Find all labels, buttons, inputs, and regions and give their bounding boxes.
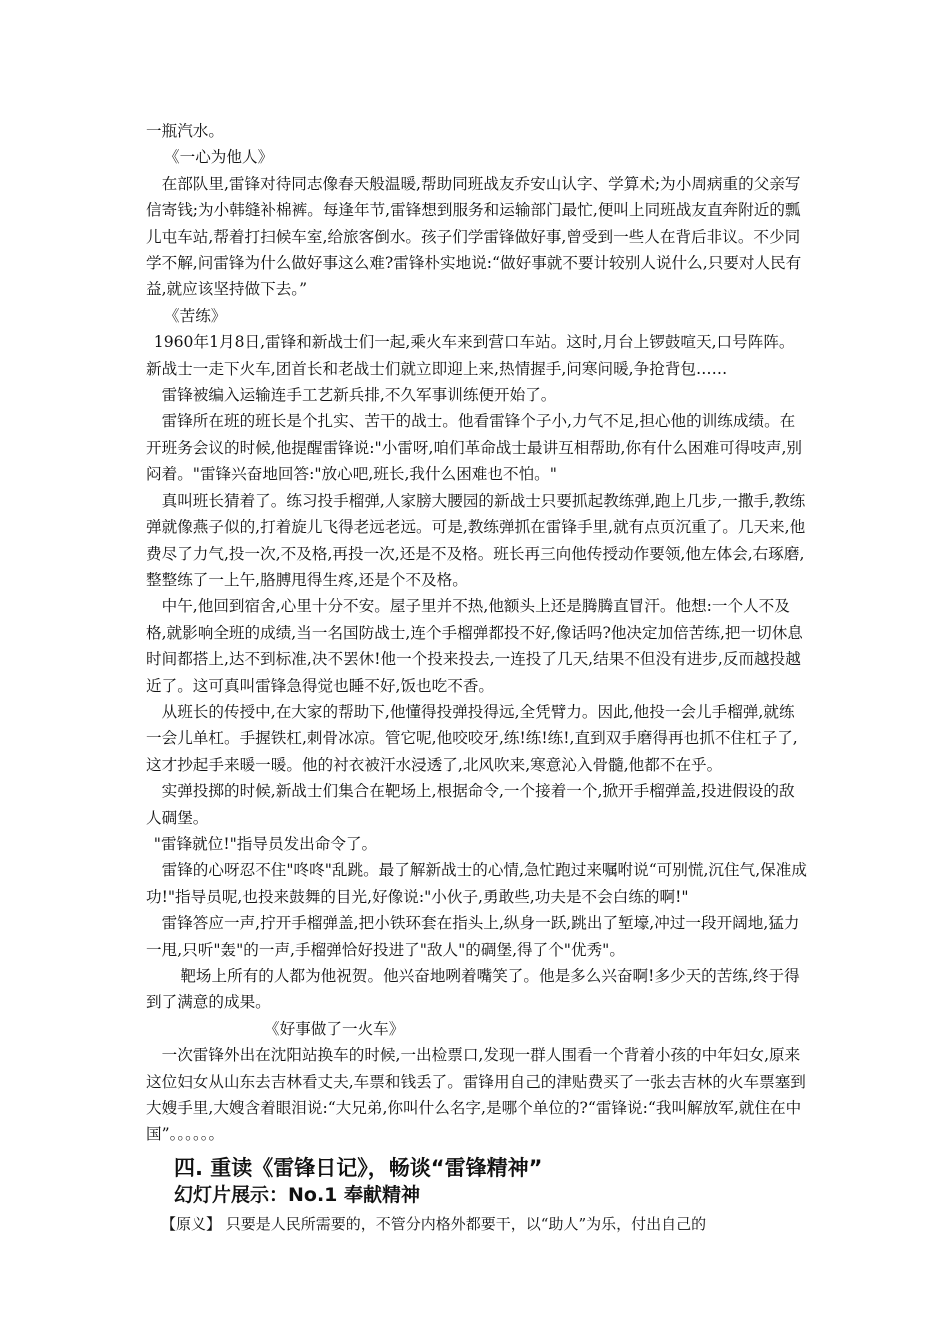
paragraph: 雷锋所在班的班长是个扎实、苦干的战士。他看雷锋个子小,力气不足,担心他的训练成绩。在开班务会议的时候,他提醒雷锋说:"小雷呀,咱们革命战士最讲互相帮助,你有什么困难可得吱声,别闷着。"雷锋兴奋地回答:"放心吧,班长,我什么困难也不怕。" [146,412,803,484]
paragraph: 中午,他回到宿舍,心里十分不安。屋子里并不热,他额头上还是腾腾直冒汗。他想:一个人不及格,就影响全班的成绩,当一名国防战士,连个手榴弹都投不好,像话吗?他决定加倍苦练,把一切休息时间都搭上,达不到标准,决不罢休!他一个投来投去,一连投了几天,结果不但没有进步,反而越投越近了。这可真叫雷锋急得觉也睡不好,饭也吃不香。 [146,597,803,695]
paragraph: 雷锋的心呀忍不住"咚咚"乱跳。最了解新战士的心情,急忙跑过来嘱咐说“可别慌,沉住气,保准成功!"指导员呢,也投来鼓舞的目光,好像说:"小伙子,勇敢些,功夫是不会白练的啊!" [146,861,807,906]
paragraph: 从班长的传授中,在大家的帮助下,他懂得投弹投得远,全凭臂力。因此,他投一会儿手榴弹,就练一会儿单杠。手握铁杠,刺骨冰凉。管它呢,他咬咬牙,练!练!练!,直到双手磨得再也抓不住杠子了,这才抄起手来暖一暖。他的衬衣被汗水浸透了,北风吹来,寒意沁入骨髓,他都不在乎。 [146,702,798,774]
paragraph: 实弹投掷的时候,新战士们集合在靶场上,根据命令,一个接着一个,掀开手榴弹盖,投进假设的敌人碉堡。 [146,782,795,827]
paragraph: 真叫班长猜着了。练习投手榴弹,人家膀大腰园的新战士只要抓起教练弹,跑上几步,一撒手,教练弹就像燕子似的,打着旋儿飞得老远老远。可是,教练弹抓在雷锋手里,就有点页沉重了。几天来,他费尽了力气,投一次,不及格,再投一次,还是不及格。班长再三向他传授动作要领,他左体会,右琢磨,整整练了一上午,胳膊甩得生疼,还是个不及格。 [146,491,806,589]
document-body [146,118,810,1236]
paragraph: "雷锋就位!"指导员发出命令了。 [153,834,378,853]
paragraph: 靶场上所有的人都为他祝贺。他兴奋地咧着嘴笑了。他是多么兴奋啊!多少天的苦练,终于得到了满意的成果。 [146,967,800,1012]
original-meaning-text: 【原义】 只要是人民所需要的，不管分内格外都要干，以“助人”为乐，付出自己的 [161,1214,707,1233]
paragraph: 一瓶汽水。 [146,122,224,140]
section-heading: 四. 重读《雷锋日记》，畅谈“雷锋精神” [174,1155,543,1180]
section-title-yixin: 《一心为他人》 [164,148,274,167]
paragraph: 在部队里,雷锋对待同志像春天般温暖,帮助同班战友乔安山认字、学算术;为小周病重的父亲写信寄钱;为小韩缝补棉裤。每逢年节,雷锋想到服务和运输部门最忙,便叫上同班战友直奔附近的瓢儿屯车站,帮着打扫候车室,给旅客倒水。孩子们学雷锋做好事,曾受到一些人在背后非议。不少同学不解,问雷锋为什么做好事这么难?雷锋朴实地说:“做好事就不要计较别人说什么,只要对人民有益,就应该坚持做下去。” [146,174,802,299]
paragraph: 一次雷锋外出在沈阳站换车的时候,一出检票口,发现一群人围看一个背着小孩的中年妇女,原来这位妇女从山东去吉林看丈夫,车票和钱丢了。雷锋用自己的津贴费买了一张去吉林的火车票塞到大嫂手里,大嫂含着眼泪说:“大兄弟,你叫什么名字,是哪个单位的?“雷锋说:“我叫解放军,就住在中国”。。。。。。 [146,1046,806,1144]
paragraph: 雷锋被编入运输连手工艺新兵排,不久军事训练便开始了。 [161,386,557,405]
paragraph: 雷锋答应一声,拧开手榴弹盖,把小铁环套在指头上,纵身一跃,跳出了堑壕,冲过一段开阔地,猛力一甩,只听"轰"的一声,手榴弹恰好投进了"敌人"的碉堡,得了个"优秀"。 [146,914,800,959]
paragraph: 1960年1月8日,雷锋和新战士们一起,乘火车来到营口车站。这时,月台上锣鼓喧天,口号阵阵。新战士一走下火车,团首长和老战士们就立即迎上来,热情握手,问寒问暖,争抢背包…… [146,333,795,378]
slide-subheading: 幻灯片展示：No.1 奉献精神 [174,1183,421,1206]
section-title-haoshi: 《好事做了一火车》 [264,1019,405,1038]
section-title-kulian: 《苦练》 [164,306,227,325]
